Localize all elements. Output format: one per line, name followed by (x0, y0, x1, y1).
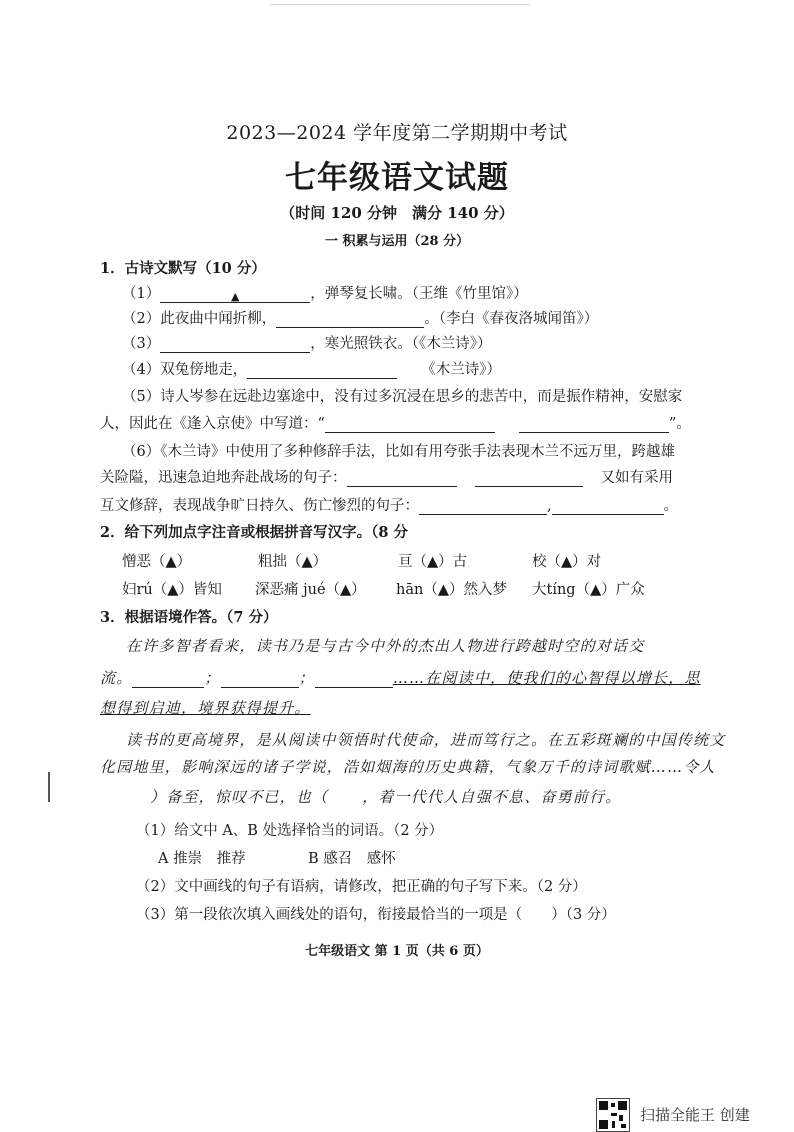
q3-option-b: B 感召 感怀 (308, 851, 396, 867)
q2-item: 校（▲）对 (532, 554, 602, 570)
q2-item: 憎恶（▲） (122, 554, 192, 570)
answer-blank[interactable] (419, 500, 547, 515)
q3-sub-1: （1）给文中 A、B 处选择恰当的词语。（2 分） (136, 823, 444, 839)
q1-line-2-source: 。（李白《春夜洛城闻笛》） (424, 311, 599, 327)
q1-line-1-text: ，弹琴复长啸。（王维《竹里馆》） (310, 286, 528, 302)
q1-line-2-text: （2）此夜曲中闻折柳， (122, 311, 277, 327)
q3-passage-line: 读书的更高境界，是从阅读中领悟时代使命，进而笃行之。在五彩斑斓的中国传统文 (126, 731, 726, 749)
answer-blank[interactable] (347, 472, 457, 487)
question-1-heading: 1．古诗文默写（10 分） (100, 260, 266, 277)
q3-sub-2: （2）文中画线的句子有语病，请修改，把正确的句子写下来。（2 分） (136, 879, 587, 895)
marker-triangle-icon: ▲ (231, 290, 240, 303)
q1-line-4-source: 《木兰诗》） (421, 362, 501, 378)
scan-edge-line (270, 4, 530, 5)
q1-line-5b (100, 412, 691, 433)
q3-option-a: A 推崇 推荐 (158, 851, 246, 867)
q2-item: 深恶痛 jué（▲） (255, 582, 366, 598)
q3-underlined-sentence-end: 想得到启迪，境界获得提升。 (100, 699, 311, 717)
answer-blank[interactable] (475, 472, 583, 487)
q1-line-2 (122, 307, 598, 328)
q3-passage-text: ，着一代代人自强不息、奋勇前行。 (362, 788, 622, 806)
q1-line-5b-end: ”。 (668, 416, 691, 432)
answer-blank[interactable] (519, 418, 669, 433)
q3-passage-line (150, 786, 621, 807)
q1-line-3-text: ，寒光照铁衣。（《木兰诗》） (310, 336, 492, 352)
answer-blank[interactable] (160, 288, 310, 303)
q1-line-6b-text: 关险隘，迅速急迫地奔赴战场的句子： (100, 470, 347, 486)
q3-passage-text: ）备至，惊叹不已，也（ (150, 788, 329, 806)
q3-passage-line: 流。 ； ； ……在阅读中，使我们的心智得以增长，思 (100, 669, 701, 687)
question-2-heading: 2．给下列加点字注音或根据拼音写汉字。（8 分 (100, 524, 408, 541)
answer-blank[interactable] (315, 673, 393, 688)
scanner-watermark: 扫描全能王 创建 (640, 1106, 750, 1124)
q1-line-6b-end: 又如有采用 (600, 470, 673, 486)
answer-blank[interactable] (552, 500, 664, 515)
q3-passage-start: 流。 (100, 669, 133, 687)
q1-line-1 (122, 282, 528, 303)
q1-line-4 (122, 358, 501, 379)
question-3-heading: 3．根据语境作答。（7 分） (100, 609, 278, 626)
q2-item: 大tíng（▲）广众 (532, 582, 645, 598)
q1-line-3-number: （3） (122, 336, 161, 352)
q1-line-5b-text: 人，因此在《逢入京使》中写道：“ (100, 416, 325, 432)
q3-passage-line: 化园地里，影响深远的诸子学说，浩如烟海的历史典籍，气象万千的诗词歌赋……令人 (100, 758, 716, 776)
q1-line-3 (122, 332, 491, 353)
q2-item: 妇rú（▲）皆知 (122, 582, 222, 598)
q1-line-6c: 互文修辞，表现战争旷日持久、伤亡惨烈的句子： , 。 (100, 498, 679, 514)
answer-blank[interactable] (160, 338, 310, 353)
q1-line-4-text: （4）双兔傍地走， (122, 362, 248, 378)
q2-item: 亘（▲）古 (398, 554, 468, 570)
answer-blank[interactable] (325, 418, 495, 433)
answer-blank[interactable] (247, 364, 397, 379)
q1-line-6c-end: 。 (663, 498, 679, 514)
main-title: 七年级语文试题 (285, 160, 509, 196)
q3-underlined-sentence: ……在阅读中，使我们的心智得以增长，思 (392, 669, 701, 687)
answer-blank[interactable] (132, 673, 204, 688)
q2-item: hān（▲）然入梦 (396, 582, 507, 598)
q2-item: 粗拙（▲） (258, 554, 328, 570)
answer-blank[interactable] (276, 313, 424, 328)
q1-line-6a: （6）《木兰诗》中使用了多种修辞手法，比如有用夸张手法表现木兰不远万里，跨越雄 (122, 444, 675, 460)
q3-passage-line: 在许多智者看来，读书乃是与古今中外的杰出人物进行跨越时空的对话交 (126, 637, 645, 655)
q1-line-6b (100, 466, 673, 487)
part-heading: 一 积累与运用（28 分） (324, 234, 470, 249)
q1-line-5a: （5）诗人岑参在远赴边塞途中，没有过多沉浸在思乡的悲苦中，而是振作精神，安慰家 (122, 389, 683, 405)
answer-blank[interactable] (221, 673, 299, 688)
scan-mark (48, 772, 50, 802)
page-footer: 七年级语文 第 1 页（共 6 页） (305, 944, 489, 959)
q1-line-6c-text: 互文修辞，表现战争旷日持久、伤亡惨烈的句子： (100, 498, 419, 514)
q3-sub-3: （3）第一段依次填入画线处的语句，衔接最恰当的一项是（ ）（3 分） (136, 907, 616, 923)
exam-title: 2023—2024 学年度第二学期期中考试 (226, 122, 568, 144)
qr-code-icon (596, 1098, 630, 1132)
time-info: （时间 120 分钟 满分 140 分） (280, 204, 514, 222)
q1-line-1-number: （1） (122, 286, 161, 302)
